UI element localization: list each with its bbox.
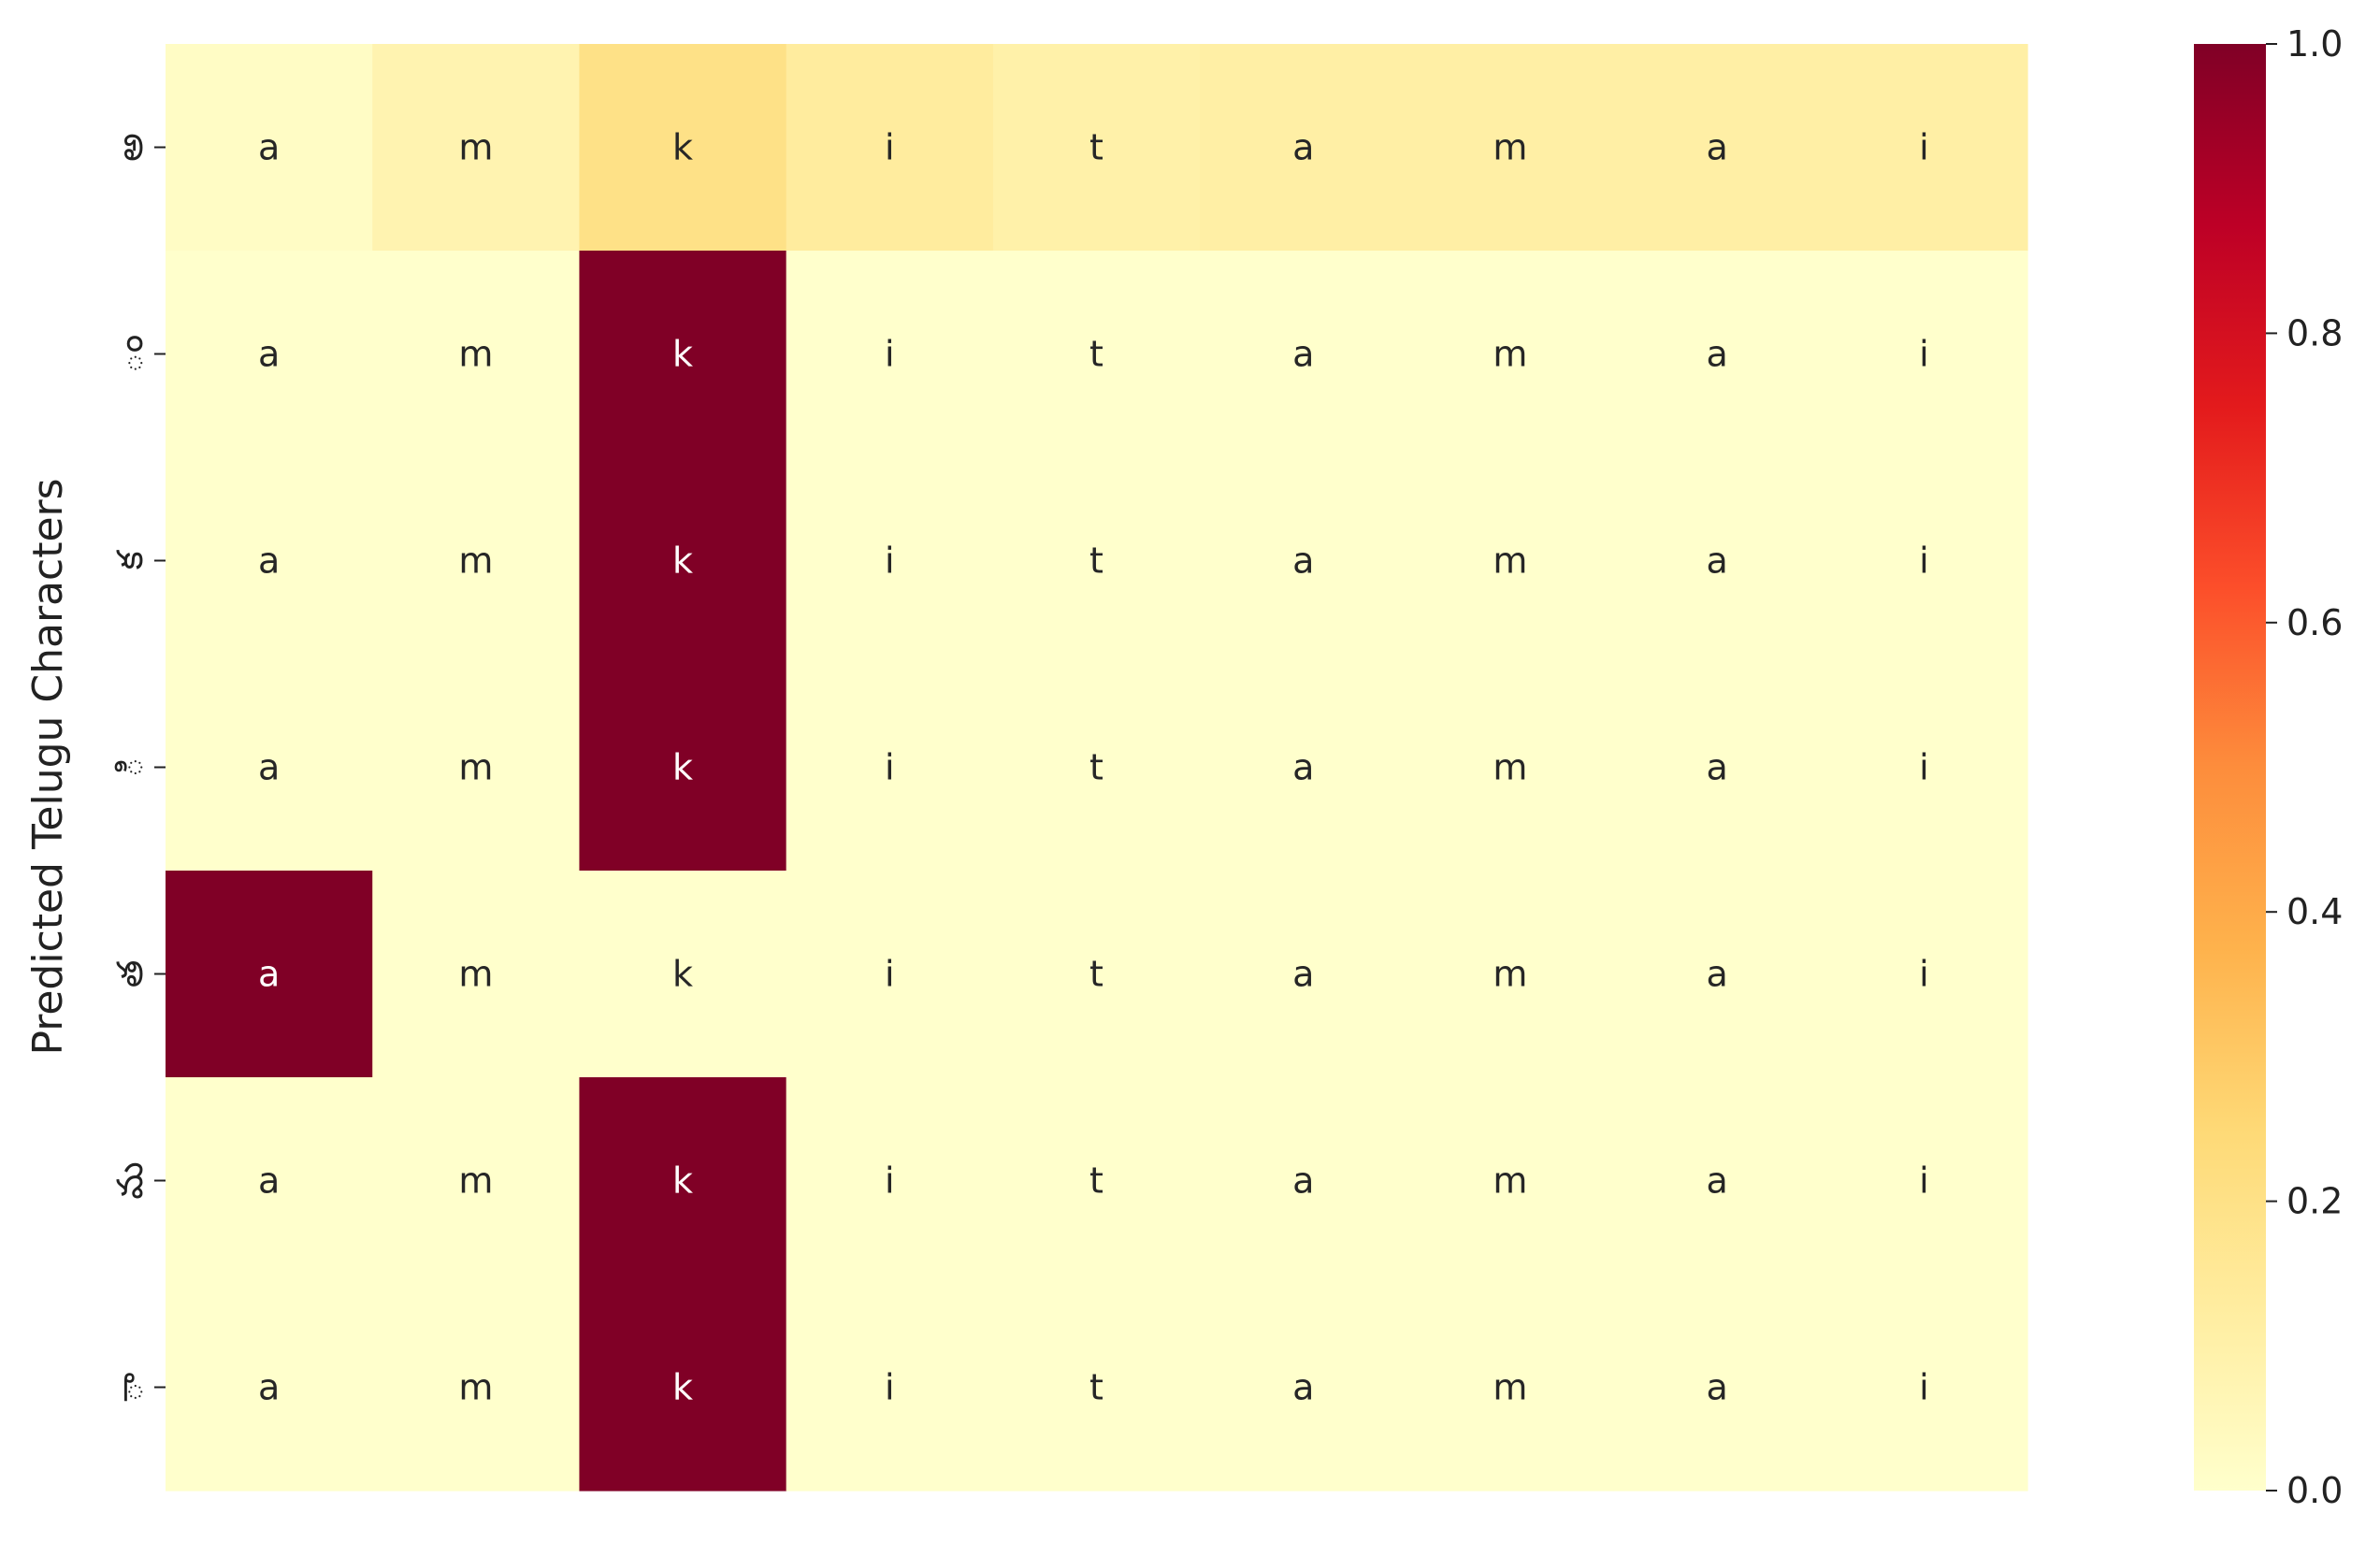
heatmap-cell-label: t — [1089, 746, 1103, 788]
heatmap-cell-label: a — [257, 126, 281, 168]
heatmap-cell-label: k — [672, 1160, 694, 1202]
heatmap-cell-label: t — [1089, 953, 1103, 995]
y-tick-label: ా — [109, 1372, 151, 1403]
heatmap-cell-label: m — [458, 333, 494, 375]
heatmap-cell-label: t — [1089, 1160, 1103, 1202]
heatmap-cell-label: m — [1493, 126, 1528, 168]
heatmap-cell-label: a — [1292, 1366, 1315, 1408]
heatmap-cell-label: k — [672, 953, 694, 995]
heatmap-cell-label: a — [1292, 1160, 1315, 1202]
y-tick-label: త — [109, 959, 151, 988]
heatmap-cell-label: m — [458, 746, 494, 788]
heatmap-cell-label: i — [884, 333, 895, 375]
heatmap-cell-label: m — [1493, 953, 1528, 995]
heatmap-cell-label: a — [1292, 540, 1315, 582]
heatmap-cell-label: i — [1919, 126, 1929, 168]
heatmap-cell-label: k — [672, 126, 694, 168]
heatmap-cell-label: i — [884, 540, 895, 582]
colorbar-ticks — [2266, 23, 2343, 1511]
heatmap-cell-label: i — [884, 746, 895, 788]
heatmap-cell-label: i — [1919, 953, 1929, 995]
heatmap-cell-label: a — [257, 953, 281, 995]
colorbar-gradient — [2194, 44, 2266, 1491]
heatmap-cell-label: i — [1919, 1366, 1929, 1408]
y-tick-label: అ — [109, 133, 151, 162]
heatmap-cell-label: i — [1919, 333, 1929, 375]
colorbar-tick-label: 0.6 — [2286, 601, 2344, 643]
heatmap-cell-label: i — [1919, 746, 1929, 788]
heatmap-cell-label: m — [458, 953, 494, 995]
heatmap-cell-label: a — [1706, 126, 1728, 168]
colorbar-tick-label: 0.0 — [2286, 1470, 2344, 1511]
y-tick-label: మ — [109, 1161, 151, 1200]
heatmap-cell-label: i — [884, 1366, 895, 1408]
heatmap-cell-label: i — [884, 126, 895, 168]
heatmap-cell-label: i — [1919, 1160, 1929, 1202]
y-tick-label: ం — [109, 334, 151, 374]
colorbar-tick-label: 0.2 — [2286, 1180, 2344, 1222]
heatmap-cell-label: t — [1089, 126, 1103, 168]
heatmap-cell-label: k — [672, 540, 694, 582]
heatmap-cell-label: m — [1493, 1366, 1528, 1408]
heatmap-cell-label: m — [1493, 1160, 1528, 1202]
heatmap-cell-label: i — [884, 1160, 895, 1202]
heatmap-cell-label: a — [257, 540, 281, 582]
heatmap-cell-label: a — [1706, 333, 1728, 375]
heatmap-cell-label: m — [458, 1160, 494, 1202]
heatmap-cell-label: a — [1292, 953, 1315, 995]
colorbar-tick-label: 0.4 — [2286, 891, 2344, 933]
heatmap-cell-label: a — [257, 1366, 281, 1408]
heatmap-cell-label: a — [1706, 540, 1728, 582]
heatmap-cell-label: i — [884, 953, 895, 995]
heatmap-cell-label: m — [1493, 540, 1528, 582]
heatmap-cell-label: t — [1089, 1366, 1103, 1408]
heatmap-cell-label: t — [1089, 333, 1103, 375]
heatmap-cell-label: a — [257, 746, 281, 788]
heatmap-cell-label: m — [1493, 333, 1528, 375]
heatmap-cell-label: a — [1292, 746, 1315, 788]
heatmap-cell-label: m — [1493, 746, 1528, 788]
heatmap-cell-label: i — [1919, 540, 1929, 582]
heatmap-cell-label: k — [672, 746, 694, 788]
heatmap-cell-label: t — [1089, 540, 1103, 582]
y-axis-ticks — [109, 133, 166, 1402]
heatmap-cell-label: a — [1706, 746, 1728, 788]
heatmap-cell-label: a — [1706, 1366, 1728, 1408]
heatmap-cell-label: k — [672, 1366, 694, 1408]
colorbar-tick-label: 1.0 — [2286, 23, 2344, 65]
y-tick-label: క — [109, 551, 151, 570]
y-tick-label: ి — [109, 757, 151, 778]
heatmap-cell-label: k — [672, 333, 694, 375]
heatmap-cell-label: a — [257, 1160, 281, 1202]
colorbar-tick-label: 0.8 — [2286, 312, 2344, 354]
heatmap-cell-label: a — [1706, 1160, 1728, 1202]
y-axis-title: Predicted Telugu Characters — [24, 478, 72, 1056]
heatmap-cell-label: a — [1292, 333, 1315, 375]
heatmap-cell-label: a — [1706, 953, 1728, 995]
heatmap-cell-label: a — [257, 333, 281, 375]
colorbar — [2194, 23, 2343, 1511]
heatmap-cell-label: m — [458, 1366, 494, 1408]
heatmap-cell-label: m — [458, 540, 494, 582]
heatmap-cell-label: a — [1292, 126, 1315, 168]
heatmap-cell-label: m — [458, 126, 494, 168]
